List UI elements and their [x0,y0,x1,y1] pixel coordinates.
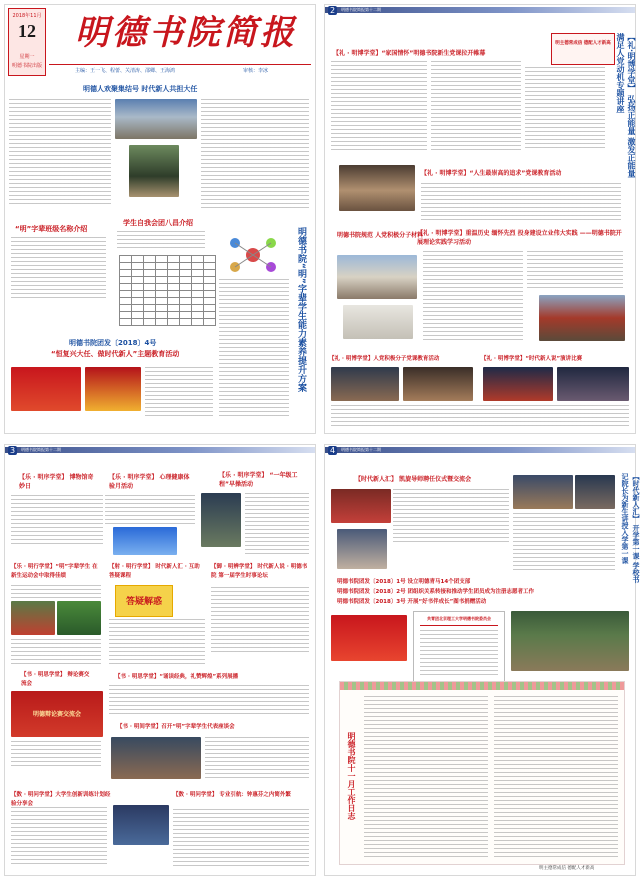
newsletter-page-4 [324,444,640,876]
student-union-heading: 学生自我会团八昌介绍 [123,219,193,227]
running-header: 明德书院简报第十二期 [341,7,381,12]
speech-contest-heading: 【礼 · 明博学堂】“时代新人说”演讲比赛 [481,356,583,362]
photo-mentor-ceremony-2 [513,475,573,509]
article-party-lecture-vertical: 【礼·明博学堂】 弘扬正能量 激发正能量 满足人党动机专题讲座 [616,33,636,178]
photo-book-donation [511,611,629,671]
mental-health-text [105,495,195,525]
symposium-text [205,737,309,781]
masthead-date: 2018年11月 [12,13,42,19]
answer-banner-text: 答疑解惑 [125,597,162,607]
ability-plan-vertical-title: 明德书院“明”字辈学生能力素养提升方案 [296,227,306,392]
lead-headline: 明德人欢聚集结号 时代新人共担大任 [83,85,198,93]
ability-plan-text [219,279,289,419]
masthead-publisher: 明德书院出版 [11,63,42,69]
mindmap-diagram [223,235,283,275]
page-number: 2 [330,6,336,15]
league-document-title: 共青团北京理工大学明德书院委员会 [427,616,491,621]
league-document-rule [420,625,498,626]
classics-reading-heading: 【书 · 明思学堂】“诵读经典，礼赞辉煌”系列展播 [115,674,239,680]
newsletter-page-1 [4,4,316,434]
lead-article-text-2 [201,99,309,211]
class-names-text [11,237,106,301]
mental-health-heading: 【乐 · 明序学堂】 心理健康体验月活动 [109,474,190,490]
photo-debate-banner [11,691,103,737]
answer-banner [115,585,173,617]
sports-meet-text-2 [11,639,101,665]
masthead-datebox [8,8,46,76]
photo-league-emblem [331,615,407,661]
running-header: 明德书院简报第十二期 [341,447,381,452]
newsletter-page-2 [324,4,636,434]
photo-mentor-ceremony [331,489,391,523]
major-guidance-heading: 【数 · 明问学堂】 专业引航：钟惠芬之内简外繁 [173,792,291,798]
major-guidance-text [173,809,309,867]
lead-article-text [9,99,111,205]
student-union-text [117,231,205,251]
museum-text [11,495,103,545]
calendar-entries-right [494,696,618,858]
running-header: 明德书院简报第十二期 [21,447,61,452]
masthead-rule [49,64,311,65]
practice-activity-heading: 【礼 · 明博学堂】重温历史 缅怀先烈 投身建设立业伟大实践 ——明德书院开展理论实践学习活动 [417,230,622,246]
article-party-lecture-text [331,61,427,151]
bottom-captions-text [331,405,629,429]
masthead-title: 明德书院简报 [75,13,297,53]
page-number: 4 [330,446,336,455]
symposium-heading: 【书 · 明间学堂】召开“明”字辈学生代表座谈会 [117,724,235,730]
photo-mental-health [113,527,177,555]
masthead-editors: 主编：王一飞、程蕾、关清涛、邵卿、王海鸿 [75,68,176,74]
student-union-table [119,255,216,326]
current-affairs-forum-heading: 【御 · 明辨学堂】 时代新人说 · 明德书院 第一届学生时事论坛 [211,564,308,579]
debate-heading: 【书 · 明思学堂】 辩论赛交流会 [21,672,90,687]
article-highest-pursuit-text [421,183,621,223]
photo-party-lecture [339,165,415,211]
photo-first-lesson [575,475,615,509]
current-affairs-forum-text [211,587,309,655]
innovation-share-heading: 【数 · 明问学堂】大学生创新训练计划经验分享会 [11,792,111,807]
calendar-floral-top [340,682,624,690]
theme-banner-image [11,367,81,411]
photo-activist-lecture-1 [331,367,399,401]
masthead-reviewer: 审核：李冰 [243,68,269,74]
activist-lecture-heading: 【礼 · 明博学堂】人党积极分子党课教育活动 [329,356,440,362]
seal-text: 明主德常成信 德配人才新高 [555,41,611,46]
classics-reading-text [109,685,309,715]
calendar-vertical-title: 明德书院十一月工作日志 [347,732,356,820]
newsletter-page-3 [4,444,316,876]
mentor-ceremony-heading: 【时代新人汇】 凯旋导师聘任仪式暨交流会 [355,476,472,483]
sports-meet-heading: 【乐 · 明行学堂】“明”字辈学生 在新生运动会中取得佳绩 [11,564,98,579]
photo-documents [343,305,413,339]
sports-meet-text [11,585,101,599]
masthead-issue-number: 12 [18,21,36,41]
article-party-lecture-text-3 [525,67,605,151]
league-notice-3: 明德书院团发〔2018〕3号 开展“好书伴成长”图书捐赠活动 [337,599,487,605]
photo-innovation-share [113,805,169,845]
innovation-share-text [11,807,107,867]
materials-text [423,251,523,341]
photo-speech-contest-1 [483,367,553,401]
calendar-frame [339,681,625,865]
calendar-entries-left [364,696,488,858]
red-seal-stamp [551,33,615,65]
class-names-heading: “明”字辈班级名称介绍 [15,225,88,233]
materials-heading: 明德书院规范 人党积极分子材料 [337,232,424,239]
photo-symposium [111,737,201,779]
masthead-weekday: 星期一 [19,54,35,60]
peer-tutoring-heading: 【射 · 明行学堂】 时代新人汇 · 互助答疑课程 [109,564,200,579]
photo-morning-exercise [201,493,241,547]
photo-sports-meet-2 [57,601,101,635]
practice-activity-text [527,251,623,291]
league-notice-2: 明德书院团发〔2018〕2号 团组织关系转接和推动学生团员成为注册志愿者工作 [337,589,535,595]
photo-speech-contest-2 [557,367,629,401]
article-party-lecture-heading: 【礼 · 明博学堂】“家国情怀”明德书院新生党课拉开帷幕 [333,50,486,57]
league-notice-title: “恒复兴大任、做时代新人”主题教育活动 [51,350,180,358]
mentor-ceremony-text [393,489,509,545]
page-number: 3 [10,446,16,455]
photo-activist-lecture-2 [403,367,473,401]
museum-heading: 【乐 · 明序学堂】 博物馆奇妙日 [19,474,94,490]
peer-tutoring-text [109,619,205,665]
first-lesson-text [513,513,615,573]
league-notice-number: 明德书院团发〔2018〕4号 [69,339,157,347]
theme-banner-image-2 [85,367,141,411]
article-party-lecture-text-2 [431,61,521,151]
league-document [413,611,505,685]
article-highest-pursuit-heading: 【礼 · 明博学堂】“人生最崇高的追求”党课教育活动 [421,170,562,177]
first-lesson-vertical-title: 【时代新人汇】 开学第一课 学校书记院长为新生讲授入学第一课 [621,473,640,583]
debate-banner-text: 明德辩论赛交流会 [32,711,81,718]
morning-exercise-text [245,493,309,555]
footer-seal-text: 明主德常成信 德配人才新高 [539,866,595,871]
photo-sports-meet-1 [11,601,55,635]
photo-campus-building [337,255,417,299]
lead-photo-assembly [115,99,197,139]
lead-photo-speaker [129,145,179,197]
league-notice-1: 明德书院团发〔2018〕1号 设立明德青马14个团支部 [337,579,471,585]
league-notice-text [145,367,213,417]
photo-classroom [337,529,387,569]
debate-text [11,741,101,769]
league-document-text [420,630,498,678]
morning-exercise-heading: 【乐 · 明序学堂】 “一年级工程”早操活动 [219,472,298,488]
photo-memorial-gate [539,295,625,341]
